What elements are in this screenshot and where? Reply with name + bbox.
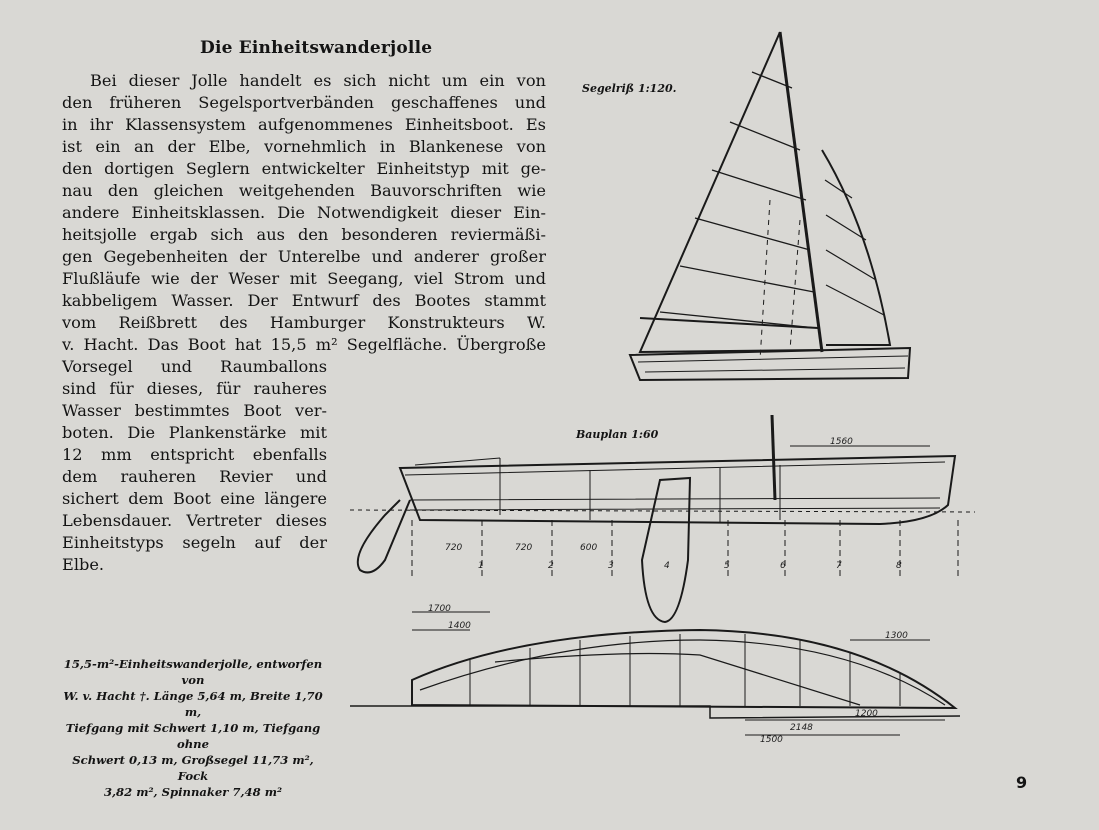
- station-number: 1: [478, 561, 484, 571]
- caption-line: Schwert 0,13 m, Großsegel 11,73 m², Fock: [72, 753, 314, 783]
- station-number: 4: [664, 561, 670, 571]
- page-number: 9: [1016, 773, 1028, 792]
- body-line: sind für dieses, für rauheres: [62, 379, 327, 398]
- dimension-label: 1400: [448, 621, 471, 631]
- station-number: 6: [780, 561, 786, 571]
- centreboard: [642, 478, 690, 622]
- caption-line: Tiefgang mit Schwert 1,10 m, Tiefgang ohne: [65, 721, 321, 751]
- body-line: dem rauheren Revier und: [62, 467, 327, 486]
- caption-line: W. v. Hacht †. Länge 5,64 m, Breite 1,70 m,: [63, 689, 323, 719]
- dimension-label: 2148: [790, 723, 813, 733]
- station-number: 3: [608, 561, 614, 571]
- construction-plan-label: Bauplan 1:60: [576, 428, 659, 441]
- page-title: Die Einheitswanderjolle: [200, 38, 433, 58]
- body-line: andere Einheitsklassen. Die Notwendigkeit dieser Ein-: [62, 203, 546, 222]
- caption-line: 3,82 m², Spinnaker 7,48 m²: [103, 785, 283, 799]
- body-line: ist ein an der Elbe, vornehmlich in Blankenese von: [62, 137, 546, 156]
- dimension-label: 720: [515, 543, 533, 553]
- body-line: v. Hacht. Das Boot hat 15,5 m² Segelfläche. Übergroße: [62, 335, 546, 354]
- sail-plan-label: Segelriß 1:120.: [582, 82, 677, 95]
- body-line: nau den gleichen weitgehenden Bauvorschriften wie: [62, 181, 546, 200]
- station-number: 2: [548, 561, 554, 571]
- body-line: sichert dem Boot eine längere: [62, 489, 327, 508]
- body-line: Flußläufe wie der Weser mit Seegang, viel Strom und: [62, 269, 546, 288]
- dimension-label: 1500: [760, 735, 783, 745]
- body-line: 12 mm entspricht ebenfalls: [62, 445, 327, 464]
- station-number: 5: [724, 561, 730, 571]
- body-line: Einheitstyps segeln auf der: [62, 533, 327, 552]
- body-line: Wasser bestimmtes Boot ver-: [62, 401, 327, 420]
- hull-profile: [400, 456, 955, 524]
- body-line: heitsjolle ergab sich aus den besonderen reviermäßi-: [62, 225, 546, 244]
- body-line: den dortigen Seglern entwickelter Einheitstyp mit ge-: [62, 159, 546, 178]
- caption-line: 15,5-m²-Einheitswanderjolle, entworfen von: [63, 657, 323, 687]
- body-line: Vorsegel und Raumballons: [62, 357, 327, 376]
- body-line: boten. Die Plankenstärke mit: [62, 423, 327, 442]
- body-line: Bei dieser Jolle handelt es sich nicht um ein von: [90, 71, 546, 90]
- rudder: [358, 500, 410, 572]
- body-line: in ihr Klassensystem aufgenommenes Einheitsboot. Es: [62, 115, 546, 134]
- station-number: 8: [896, 561, 902, 571]
- body-line: kabbeligem Wasser. Der Entwurf des Bootes stammt: [62, 291, 546, 310]
- dimension-label: 1700: [428, 604, 451, 614]
- body-line: vom Reißbrett des Hamburger Konstrukteurs W.: [62, 313, 546, 332]
- dimension-label: 1300: [885, 631, 908, 641]
- dimension-label: 1560: [830, 437, 853, 447]
- dimension-label: 720: [445, 543, 463, 553]
- dimension-label: 1200: [855, 709, 878, 719]
- station-number: 7: [836, 561, 842, 571]
- body-line: gen Gegebenheiten der Unterelbe und anderer großer: [62, 247, 546, 266]
- dimension-label: 600: [580, 543, 598, 553]
- body-line: Lebensdauer. Vertreter dieses: [62, 511, 327, 530]
- figure-caption: [58, 656, 328, 800]
- body-line: den früheren Segelsportverbänden geschaffenes und: [62, 93, 546, 112]
- body-line: Elbe.: [62, 555, 105, 574]
